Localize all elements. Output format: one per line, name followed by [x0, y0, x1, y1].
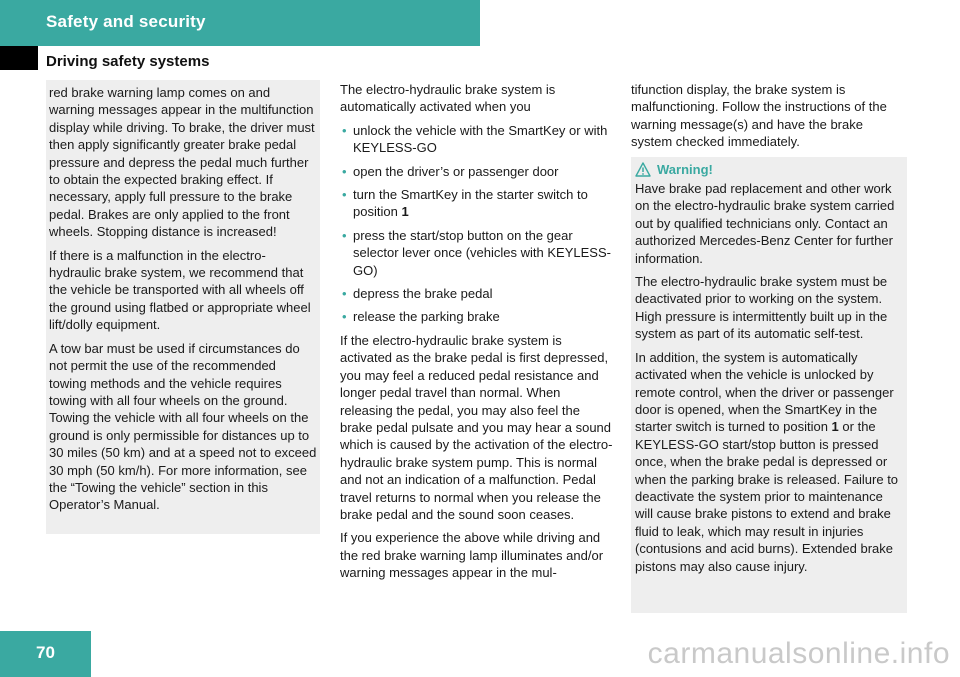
list-item: • depress the brake pedal	[340, 285, 616, 302]
warning-triangle-icon	[635, 162, 651, 177]
page-number: 70	[36, 643, 55, 662]
warning-box	[631, 157, 907, 613]
activation-list	[340, 122, 616, 326]
info-paragraph-2: If there is a malfunction in the electro-hydraulic brake system, we recommend that the vehicle be transported with all wheels off the ground using flatbed or appropriate wheel lift/dolly equipment.	[49, 247, 311, 333]
section-marker	[0, 46, 38, 70]
position-number: 1	[831, 419, 839, 435]
list-item: • unlock the vehicle with the SmartKey or with KEYLESS-GO	[340, 122, 616, 157]
warning-paragraph-3: In addition, the system is automatically activated when the vehicle is unlocked by remote control, when the driver or passenger door is opened, when the SmartKey in the starter switch is turned to position 1 or the KEYLESS-GO start/stop button is pressed once, when the brake pedal is depressed or when the parking brake is released. Failure to deactivate the system prior to maintenance will cause brake pistons to extend and brake fluid to leak, which may result in injuries (contusions and acid burns). Extended brake pistons may also cause injury.	[635, 349, 899, 574]
warning-header	[635, 161, 903, 178]
info-box	[46, 80, 320, 534]
info-paragraph-1: red brake warning lamp comes on and warning messages appear in the multifunction display while driving. To brake, the driver must then apply significantly greater brake pedal pressure and depress the pedal much further to obtain the expected braking effect. If necessary, apply full pressure to the brake pedal. Brakes are only applied to the front wheels. Stopping distance is increased!	[49, 85, 315, 240]
chapter-title: Safety and security	[46, 12, 206, 31]
body-paragraph-3: If you experience the above while driving and the red brake warning lamp illuminates and/or warning messages appear in the mul-	[340, 530, 604, 581]
warning-title: Warning!	[657, 161, 713, 177]
section-title: Driving safety systems	[46, 53, 210, 70]
intro-paragraph: The electro-hydraulic brake system is automatically activated when you	[340, 82, 556, 115]
list-item: • open the driver’s or passenger door	[340, 163, 616, 180]
watermark: carmanualsonline.info	[647, 637, 950, 670]
warning-paragraph-2: The electro-hydraulic brake system must be deactivated prior to working on the system. High pressure is intermittently built up in the system as part of its automatic self-test.	[635, 274, 888, 342]
list-item: • press the start/stop button on the gear selector lever once (vehicles with KEYLESS-GO)	[340, 227, 616, 279]
list-item: • release the parking brake	[340, 308, 616, 325]
main-column	[340, 81, 616, 588]
list-item: • turn the SmartKey in the starter switch to position 1	[340, 186, 616, 221]
info-paragraph-3: A tow bar must be used if circumstances do not permit the use of the recommended towing methods and the vehicle requires towing with all four wheels on the ground. Towing the vehicle with all four wheels on the ground is only permissible for distances up to 30 miles (50 km) and at a speed not to exceed 30 mph (50 km/h). For more information, see the “Towing the vehicle” section in this Operator’s Manual.	[49, 340, 317, 513]
body-paragraph-continued: tifunction display, the brake system is malfunctioning. Follow the instructions of the warning message(s) and have the brake system checked immediately.	[631, 82, 887, 150]
right-column	[631, 81, 907, 613]
body-paragraph-2: If the electro-hydraulic brake system is activated as the brake pedal is first depressed, you may feel a reduced pedal resistance and longer pedal travel than normal. When releasing the pedal, you may also feel the brake pedal pulsate and you may hear a sound which is caused by the activation of the electro-hydraulic brake system pump. This is normal and not an indication of a malfunction. Pedal travel returns to normal when you release the brake pedal and the sound soon ceases.	[340, 332, 613, 522]
warning-paragraph-1: Have brake pad replacement and other work on the electro-hydraulic brake system carried out by qualified technicians only. Contact an authorized Mercedes-Benz Center for further information.	[635, 181, 895, 266]
position-number: 1	[401, 204, 409, 220]
